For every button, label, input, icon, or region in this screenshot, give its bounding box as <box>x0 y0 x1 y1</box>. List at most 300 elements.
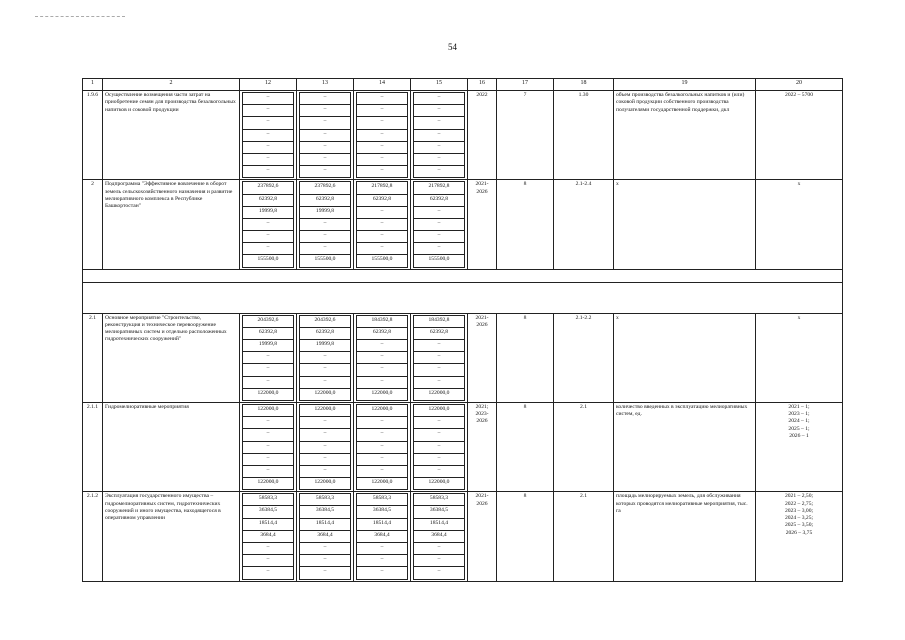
finance-subrow <box>300 465 351 477</box>
finance-value: – <box>414 206 465 218</box>
row-title-cell: Осуществление возмещения части затрат на приобретение семян для производства безалкогольных напитков и соковой продукции <box>103 91 240 180</box>
finance-subrow <box>243 218 294 230</box>
finance-subtable <box>413 404 465 490</box>
finance-subrow <box>243 194 294 206</box>
finance-value: – <box>300 352 351 364</box>
finance-value: – <box>414 567 465 579</box>
period-cell: 2021- 2026 <box>468 492 497 581</box>
finance-value: – <box>243 376 294 388</box>
finance-value: – <box>357 429 408 441</box>
finance-subrow <box>414 243 465 255</box>
finance-subrow <box>243 206 294 218</box>
finance-value: – <box>243 105 294 117</box>
finance-subrow <box>243 555 294 567</box>
finance-value: – <box>243 567 294 579</box>
finance-subrow <box>357 340 408 352</box>
finance-c12-cell <box>240 180 297 269</box>
finance-subrow <box>300 194 351 206</box>
row-title-cell: Эксплуатация государственного имущества – гидромелиоративных систем, гидротехнических сооружений и иного имущества, находящегося в оперативном управлении <box>103 492 240 581</box>
finance-value: – <box>357 141 408 153</box>
finance-value: 184392,8 <box>414 315 465 327</box>
finance-value: 122000,0 <box>243 404 294 416</box>
page-top-mark <box>35 16 125 17</box>
finance-subrow <box>243 141 294 153</box>
finance-c14-cell <box>354 492 411 581</box>
finance-subrow <box>357 543 408 555</box>
finance-subrow <box>357 243 408 255</box>
finance-value: 58583,3 <box>414 494 465 506</box>
finance-subrow <box>300 182 351 194</box>
finance-subrow <box>243 429 294 441</box>
finance-value: – <box>300 364 351 376</box>
finance-value: 19999,8 <box>243 340 294 352</box>
finance-value: – <box>414 340 465 352</box>
finance-value: – <box>414 543 465 555</box>
finance-subrow <box>414 93 465 105</box>
finance-value: 62392,8 <box>300 194 351 206</box>
finance-subtable <box>356 181 408 267</box>
finance-subtable <box>242 404 294 490</box>
finance-subrow <box>300 218 351 230</box>
finance-value: 237892,6 <box>243 182 294 194</box>
finance-value: 18514,4 <box>357 518 408 530</box>
finance-subrow <box>243 376 294 388</box>
finance-value: – <box>243 218 294 230</box>
indicator-number-cell: 2.1-2.2 <box>554 313 614 402</box>
finance-value: – <box>414 218 465 230</box>
finance-value: – <box>300 218 351 230</box>
finance-subtable <box>356 315 408 401</box>
finance-subrow <box>243 543 294 555</box>
table-row <box>83 492 843 581</box>
row-title-cell: Основное мероприятие "Строительство, реконструкция и техническое перевооружение мелиоративных систем и отдельно расположенных гидротехнических сооружений" <box>103 313 240 402</box>
finance-value: – <box>300 376 351 388</box>
finance-subrow <box>414 315 465 327</box>
finance-value: 155500,0 <box>357 255 408 267</box>
finance-subrow <box>243 494 294 506</box>
finance-value: 122000,0 <box>243 388 294 400</box>
finance-subrow <box>357 441 408 453</box>
finance-value: – <box>357 166 408 178</box>
finance-value: 122000,0 <box>357 404 408 416</box>
finance-subrow <box>243 129 294 141</box>
period-cell: 2021; 2023- 2026 <box>468 402 497 491</box>
finance-subrow <box>243 465 294 477</box>
finance-subrow <box>300 364 351 376</box>
finance-subrow <box>300 478 351 490</box>
finance-subrow <box>243 166 294 178</box>
finance-value: – <box>243 153 294 165</box>
finance-subrow <box>300 417 351 429</box>
finance-value: – <box>357 243 408 255</box>
finance-subrow <box>414 231 465 243</box>
finance-value: – <box>414 129 465 141</box>
header-cell: 15 <box>411 79 468 91</box>
finance-value: 19999,8 <box>243 206 294 218</box>
finance-value: 18514,4 <box>414 518 465 530</box>
period-cell: 2021- 2026 <box>468 180 497 269</box>
finance-value: – <box>300 417 351 429</box>
finance-value: 62392,8 <box>357 194 408 206</box>
finance-subrow <box>357 255 408 267</box>
finance-value: 36384,5 <box>414 506 465 518</box>
indicator-values-cell: 2022 – 5700 <box>756 91 843 180</box>
row-number-cell: 2.1.2 <box>83 492 103 581</box>
finance-subrow <box>414 478 465 490</box>
finance-value: – <box>300 231 351 243</box>
finance-value: – <box>243 364 294 376</box>
header-cell: 13 <box>297 79 354 91</box>
finance-c15-cell <box>411 492 468 581</box>
table-row <box>83 313 843 402</box>
finance-value: 19999,8 <box>300 206 351 218</box>
finance-subrow <box>357 506 408 518</box>
finance-value: – <box>300 453 351 465</box>
finance-value: – <box>300 166 351 178</box>
finance-value: – <box>300 465 351 477</box>
finance-subtable <box>413 92 465 178</box>
finance-value: – <box>414 231 465 243</box>
finance-subrow <box>300 555 351 567</box>
finance-subrow <box>414 153 465 165</box>
row-title-cell: Гидромелиоративные мероприятия <box>103 402 240 491</box>
finance-subrow <box>243 453 294 465</box>
finance-value: – <box>243 117 294 129</box>
finance-subrow <box>414 494 465 506</box>
finance-value: 58583,3 <box>243 494 294 506</box>
finance-subrow <box>414 255 465 267</box>
finance-subrow <box>300 518 351 530</box>
spacer-row <box>83 269 843 282</box>
finance-subrow <box>300 315 351 327</box>
finance-value: – <box>357 352 408 364</box>
goal-number-cell: 7 <box>497 91 554 180</box>
finance-value: – <box>300 441 351 453</box>
finance-value: – <box>357 218 408 230</box>
header-cell: 1 <box>83 79 103 91</box>
goal-number-cell: 8 <box>497 492 554 581</box>
finance-subrow <box>414 218 465 230</box>
finance-value: – <box>414 93 465 105</box>
finance-value: – <box>357 129 408 141</box>
finance-value: – <box>414 141 465 153</box>
finance-value: – <box>357 153 408 165</box>
finance-subrow <box>414 404 465 416</box>
finance-subrow <box>414 182 465 194</box>
finance-subrow <box>300 530 351 542</box>
page-number: 54 <box>448 42 457 52</box>
row-number-cell: 2 <box>83 180 103 269</box>
finance-subrow <box>243 182 294 194</box>
finance-subrow <box>243 231 294 243</box>
finance-c13-cell <box>297 402 354 491</box>
finance-subrow <box>243 441 294 453</box>
header-cell: 18 <box>554 79 614 91</box>
finance-c13-cell <box>297 492 354 581</box>
finance-subrow <box>414 388 465 400</box>
row-number-cell: 1.9.6 <box>83 91 103 180</box>
finance-value: – <box>243 231 294 243</box>
header-cell: 12 <box>240 79 297 91</box>
finance-value: – <box>300 543 351 555</box>
finance-c15-cell <box>411 91 468 180</box>
finance-subrow <box>357 388 408 400</box>
finance-subrow <box>243 404 294 416</box>
finance-value: 36384,5 <box>243 506 294 518</box>
finance-value: – <box>300 105 351 117</box>
indicator-number-cell: 1.30 <box>554 91 614 180</box>
finance-subrow <box>357 315 408 327</box>
finance-subrow <box>357 93 408 105</box>
row-number-cell: 2.1.1 <box>83 402 103 491</box>
finance-subrow <box>243 364 294 376</box>
finance-subrow <box>414 543 465 555</box>
finance-c12-cell <box>240 492 297 581</box>
finance-value: – <box>414 417 465 429</box>
finance-subrow <box>357 352 408 364</box>
finance-value: – <box>414 364 465 376</box>
finance-subrow <box>300 404 351 416</box>
finance-value: – <box>300 93 351 105</box>
finance-subrow <box>243 506 294 518</box>
finance-value: – <box>357 105 408 117</box>
finance-subrow <box>414 129 465 141</box>
finance-c13-cell <box>297 180 354 269</box>
finance-subrow <box>243 530 294 542</box>
finance-subtable <box>413 315 465 401</box>
finance-subtable <box>299 493 351 579</box>
finance-subrow <box>357 117 408 129</box>
finance-value: – <box>414 376 465 388</box>
finance-value: – <box>300 567 351 579</box>
finance-subtable <box>299 315 351 401</box>
finance-subrow <box>300 441 351 453</box>
finance-subrow <box>414 441 465 453</box>
finance-value: – <box>243 429 294 441</box>
header-cell: 16 <box>468 79 497 91</box>
finance-subrow <box>414 518 465 530</box>
header-cell: 20 <box>756 79 843 91</box>
finance-c14-cell <box>354 91 411 180</box>
finance-subrow <box>243 117 294 129</box>
finance-value: 217892,8 <box>357 182 408 194</box>
finance-subrow <box>357 376 408 388</box>
finance-subrow <box>300 327 351 339</box>
finance-subtable <box>242 181 294 267</box>
finance-subrow <box>243 352 294 364</box>
finance-value: – <box>357 376 408 388</box>
finance-subrow <box>357 194 408 206</box>
finance-subrow <box>414 166 465 178</box>
finance-subrow <box>357 494 408 506</box>
finance-value: 122000,0 <box>243 478 294 490</box>
finance-c14-cell <box>354 180 411 269</box>
finance-value: 204392,6 <box>300 315 351 327</box>
indicator-name-cell: x <box>614 313 756 402</box>
finance-c15-cell <box>411 180 468 269</box>
finance-value: 62392,8 <box>414 327 465 339</box>
header-cell: 14 <box>354 79 411 91</box>
table-row <box>83 91 843 180</box>
finance-subrow <box>414 141 465 153</box>
finance-subrow <box>243 388 294 400</box>
finance-subrow <box>414 453 465 465</box>
finance-value: – <box>357 364 408 376</box>
finance-subrow <box>414 506 465 518</box>
finance-subrow <box>300 231 351 243</box>
goal-number-cell: 8 <box>497 313 554 402</box>
finance-subrow <box>300 494 351 506</box>
finance-value: – <box>357 417 408 429</box>
finance-subrow <box>414 105 465 117</box>
finance-subrow <box>414 530 465 542</box>
finance-value: – <box>300 555 351 567</box>
finance-value: – <box>300 129 351 141</box>
finance-subrow <box>300 429 351 441</box>
finance-value: – <box>414 166 465 178</box>
finance-c15-cell <box>411 402 468 491</box>
finance-value: – <box>357 93 408 105</box>
finance-subrow <box>300 376 351 388</box>
finance-subrow <box>300 388 351 400</box>
finance-value: – <box>300 141 351 153</box>
finance-value: 122000,0 <box>300 478 351 490</box>
finance-value: 3684,4 <box>414 530 465 542</box>
finance-value: 18514,4 <box>300 518 351 530</box>
finance-subrow <box>357 153 408 165</box>
finance-subrow <box>414 555 465 567</box>
finance-value: – <box>300 243 351 255</box>
finance-value: 3684,4 <box>243 530 294 542</box>
period-cell: 2022 <box>468 91 497 180</box>
finance-subrow <box>357 417 408 429</box>
finance-value: 155500,0 <box>414 255 465 267</box>
finance-value: 217892,8 <box>414 182 465 194</box>
program-table <box>82 78 843 582</box>
finance-subrow <box>357 166 408 178</box>
finance-value: 62392,8 <box>300 327 351 339</box>
finance-subtable <box>356 404 408 490</box>
finance-value: – <box>357 340 408 352</box>
finance-subrow <box>357 218 408 230</box>
finance-value: – <box>414 117 465 129</box>
finance-value: 3684,4 <box>300 530 351 542</box>
finance-subrow <box>300 352 351 364</box>
finance-value: – <box>357 231 408 243</box>
finance-subrow <box>243 93 294 105</box>
finance-value: 62392,8 <box>414 194 465 206</box>
finance-value: 36384,5 <box>357 506 408 518</box>
finance-subrow <box>300 93 351 105</box>
finance-value: – <box>414 465 465 477</box>
finance-c14-cell <box>354 313 411 402</box>
finance-subrow <box>300 506 351 518</box>
finance-c12-cell <box>240 91 297 180</box>
finance-subrow <box>300 153 351 165</box>
finance-subrow <box>300 166 351 178</box>
indicator-name-cell: объем производства безалкогольных напитков и (или) соковой продукции собственного производства получателями государственной поддержки, дкл <box>614 91 756 180</box>
finance-value: – <box>243 453 294 465</box>
finance-value: 122000,0 <box>300 388 351 400</box>
finance-subrow <box>414 340 465 352</box>
finance-value: 204392,6 <box>243 315 294 327</box>
finance-subrow <box>357 567 408 579</box>
indicator-values-cell: 2021 – 1; 2023 – 1; 2024 – 1; 2025 – 1; 2026 – 1 <box>756 402 843 491</box>
finance-subrow <box>357 105 408 117</box>
finance-subtable <box>242 92 294 178</box>
finance-subrow <box>243 255 294 267</box>
finance-subrow <box>357 182 408 194</box>
finance-value: – <box>300 117 351 129</box>
finance-subtable <box>299 404 351 490</box>
finance-c13-cell <box>297 313 354 402</box>
finance-subrow <box>414 327 465 339</box>
finance-subtable <box>413 181 465 267</box>
finance-subrow <box>300 243 351 255</box>
finance-subrow <box>357 555 408 567</box>
finance-value: – <box>357 117 408 129</box>
finance-value: 155500,0 <box>300 255 351 267</box>
finance-value: – <box>414 441 465 453</box>
finance-value: – <box>414 105 465 117</box>
finance-value: – <box>357 555 408 567</box>
finance-subrow <box>300 206 351 218</box>
finance-subrow <box>243 478 294 490</box>
table-row <box>83 402 843 491</box>
finance-value: – <box>243 129 294 141</box>
finance-value: – <box>414 555 465 567</box>
spacer-row <box>83 282 843 313</box>
finance-subtable <box>356 92 408 178</box>
finance-c15-cell <box>411 313 468 402</box>
finance-subrow <box>357 518 408 530</box>
finance-subrow <box>243 315 294 327</box>
finance-value: 18514,4 <box>243 518 294 530</box>
finance-subrow <box>300 255 351 267</box>
row-title-cell: Подпрограмма "Эффективное вовлечение в оборот земель сельскохозяйственного назначения и развитие мелиоративного комплекса в Республике Башкортостан" <box>103 180 240 269</box>
finance-c12-cell <box>240 402 297 491</box>
finance-value: 19999,8 <box>300 340 351 352</box>
finance-value: – <box>243 465 294 477</box>
indicator-name-cell: площадь мелиорируемых земель, для обслуживания которых проводятся мелиоративные мероприятия, тыс. га <box>614 492 756 581</box>
finance-value: – <box>357 441 408 453</box>
finance-subrow <box>357 327 408 339</box>
finance-subrow <box>300 543 351 555</box>
goal-number-cell: 8 <box>497 402 554 491</box>
finance-value: – <box>243 93 294 105</box>
finance-value: – <box>357 465 408 477</box>
finance-value: 58583,3 <box>357 494 408 506</box>
header-cell: 17 <box>497 79 554 91</box>
finance-value: – <box>414 153 465 165</box>
finance-subrow <box>414 417 465 429</box>
finance-value: – <box>243 352 294 364</box>
finance-subrow <box>243 340 294 352</box>
indicator-values-cell: 2021 – 2,50; 2022 – 2,75; 2023 – 3,00; 2024 – 3,25; 2025 – 3,50; 2026 – 3,75 <box>756 492 843 581</box>
finance-value: 122000,0 <box>414 478 465 490</box>
indicator-number-cell: 2.1 <box>554 492 614 581</box>
finance-value: – <box>414 243 465 255</box>
finance-value: 122000,0 <box>357 388 408 400</box>
table-row <box>83 180 843 269</box>
finance-value: 3684,4 <box>357 530 408 542</box>
indicator-number-cell: 2.1-2.4 <box>554 180 614 269</box>
finance-subrow <box>243 105 294 117</box>
finance-value: – <box>243 243 294 255</box>
finance-value: 237892,6 <box>300 182 351 194</box>
finance-value: 62392,8 <box>243 327 294 339</box>
finance-c13-cell <box>297 91 354 180</box>
